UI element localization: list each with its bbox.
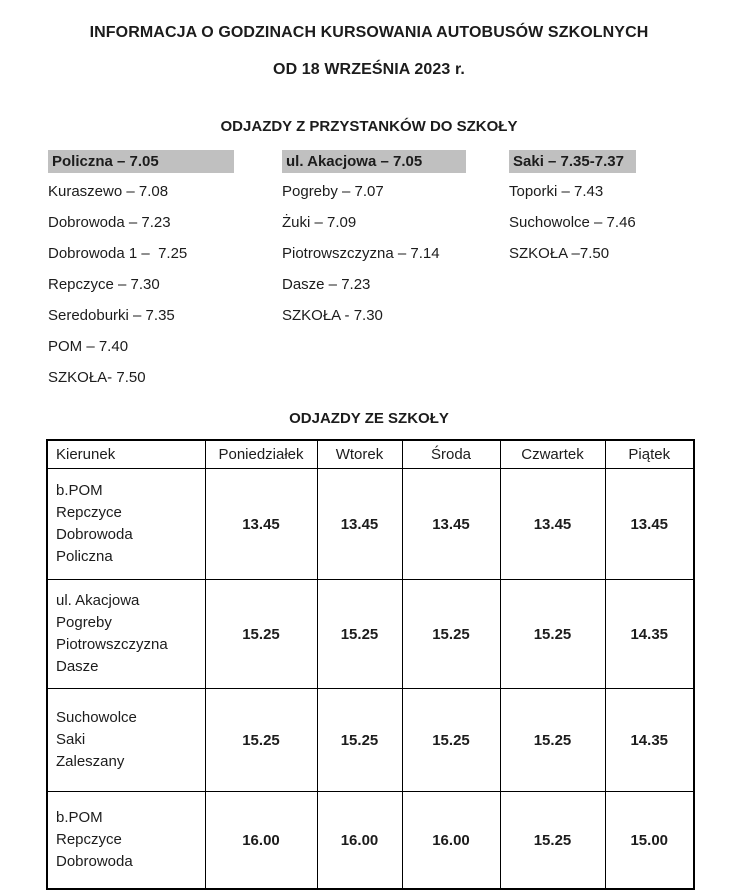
time-cell: 13.45 bbox=[500, 469, 605, 580]
direction-cell bbox=[47, 580, 205, 689]
stop-column-header-row bbox=[48, 145, 282, 176]
table-header-friday: Piątek bbox=[605, 440, 694, 469]
page-subtitle: OD 18 WRZEŚNIA 2023 r. bbox=[273, 61, 465, 78]
stop-column-akacjowa bbox=[282, 145, 509, 393]
stop-item: Dobrowoda 1 – 7.25 bbox=[48, 245, 188, 262]
time-cell: 13.45 bbox=[317, 469, 402, 580]
stop-column-header: Policzna – 7.05 bbox=[48, 150, 234, 173]
time-cell: 14.35 bbox=[605, 580, 694, 689]
time-cell: 13.45 bbox=[402, 469, 500, 580]
stop-item: Dobrowoda – 7.23 bbox=[48, 214, 171, 231]
direction-line: Dobrowoda bbox=[56, 526, 133, 543]
direction-cell bbox=[47, 689, 205, 792]
stop-item: Dasze – 7.23 bbox=[282, 276, 371, 293]
direction-line: Piotrowszczyzna bbox=[56, 636, 168, 653]
direction-line: b.POM bbox=[56, 482, 103, 499]
stop-column-header-row bbox=[509, 145, 738, 176]
time-cell: 15.25 bbox=[317, 689, 402, 792]
table-header-thursday: Czwartek bbox=[500, 440, 605, 469]
stop-item: POM – 7.40 bbox=[48, 338, 129, 355]
time-cell: 15.00 bbox=[605, 792, 694, 890]
direction-line: Zaleszany bbox=[56, 753, 125, 770]
table-row bbox=[47, 689, 694, 792]
stop-item: Kuraszewo – 7.08 bbox=[48, 183, 169, 200]
schedule-table bbox=[46, 439, 695, 890]
stop-item: SZKOŁA- 7.50 bbox=[48, 369, 146, 386]
table-header-wednesday: Środa bbox=[402, 440, 500, 469]
stop-item: Pogreby – 7.07 bbox=[282, 183, 384, 200]
section-heading-from-school: ODJAZDY ZE SZKOŁY bbox=[289, 410, 449, 427]
direction-line: Repczyce bbox=[56, 831, 122, 848]
time-cell: 16.00 bbox=[205, 792, 317, 890]
direction-line: Repczyce bbox=[56, 504, 122, 521]
table-header-direction: Kierunek bbox=[47, 440, 205, 469]
time-cell: 15.25 bbox=[500, 792, 605, 890]
table-row bbox=[47, 469, 694, 580]
time-cell: 13.45 bbox=[205, 469, 317, 580]
time-cell: 14.35 bbox=[605, 689, 694, 792]
direction-line: Saki bbox=[56, 731, 86, 748]
time-cell: 15.25 bbox=[402, 580, 500, 689]
direction-line: Policzna bbox=[56, 548, 113, 565]
stop-item: Suchowolce – 7.46 bbox=[509, 214, 636, 231]
table-header-monday: Poniedziałek bbox=[205, 440, 317, 469]
direction-line: Suchowolce bbox=[56, 709, 137, 726]
stop-column-saki bbox=[509, 145, 738, 393]
direction-cell bbox=[47, 792, 205, 890]
stop-column-header-row bbox=[282, 145, 509, 176]
stop-item: Piotrowszczyzna – 7.14 bbox=[282, 245, 440, 262]
time-cell: 15.25 bbox=[205, 689, 317, 792]
direction-line: b.POM bbox=[56, 809, 103, 826]
direction-line: Dobrowoda bbox=[56, 853, 133, 870]
time-cell: 15.25 bbox=[205, 580, 317, 689]
table-header-tuesday: Wtorek bbox=[317, 440, 402, 469]
table-row bbox=[47, 792, 694, 890]
time-cell: 16.00 bbox=[402, 792, 500, 890]
direction-cell bbox=[47, 469, 205, 580]
time-cell: 16.00 bbox=[317, 792, 402, 890]
stop-item: SZKOŁA - 7.30 bbox=[282, 307, 383, 324]
stop-lists bbox=[0, 145, 738, 393]
time-cell: 13.45 bbox=[605, 469, 694, 580]
direction-line: ul. Akacjowa bbox=[56, 592, 140, 609]
stop-item: Repczyce – 7.30 bbox=[48, 276, 160, 293]
page-title: INFORMACJA O GODZINACH KURSOWANIA AUTOBUSÓW SZKOLNYCH bbox=[89, 24, 649, 41]
table-header-row bbox=[47, 440, 694, 469]
stop-item: Seredoburki – 7.35 bbox=[48, 307, 175, 324]
stop-column-policzna bbox=[48, 145, 282, 393]
time-cell: 15.25 bbox=[317, 580, 402, 689]
direction-line: Pogreby bbox=[56, 614, 112, 631]
direction-line: Dasze bbox=[56, 658, 99, 675]
stop-item: Żuki – 7.09 bbox=[282, 214, 357, 231]
stop-column-header: Saki – 7.35-7.37 bbox=[509, 150, 636, 173]
table-row bbox=[47, 580, 694, 689]
time-cell: 15.25 bbox=[500, 580, 605, 689]
time-cell: 15.25 bbox=[402, 689, 500, 792]
section-heading-to-school: ODJAZDY Z PRZYSTANKÓW DO SZKOŁY bbox=[220, 118, 518, 135]
stop-item: SZKOŁA –7.50 bbox=[509, 245, 610, 262]
stop-column-header: ul. Akacjowa – 7.05 bbox=[282, 150, 466, 173]
time-cell: 15.25 bbox=[500, 689, 605, 792]
stop-item: Toporki – 7.43 bbox=[509, 183, 604, 200]
